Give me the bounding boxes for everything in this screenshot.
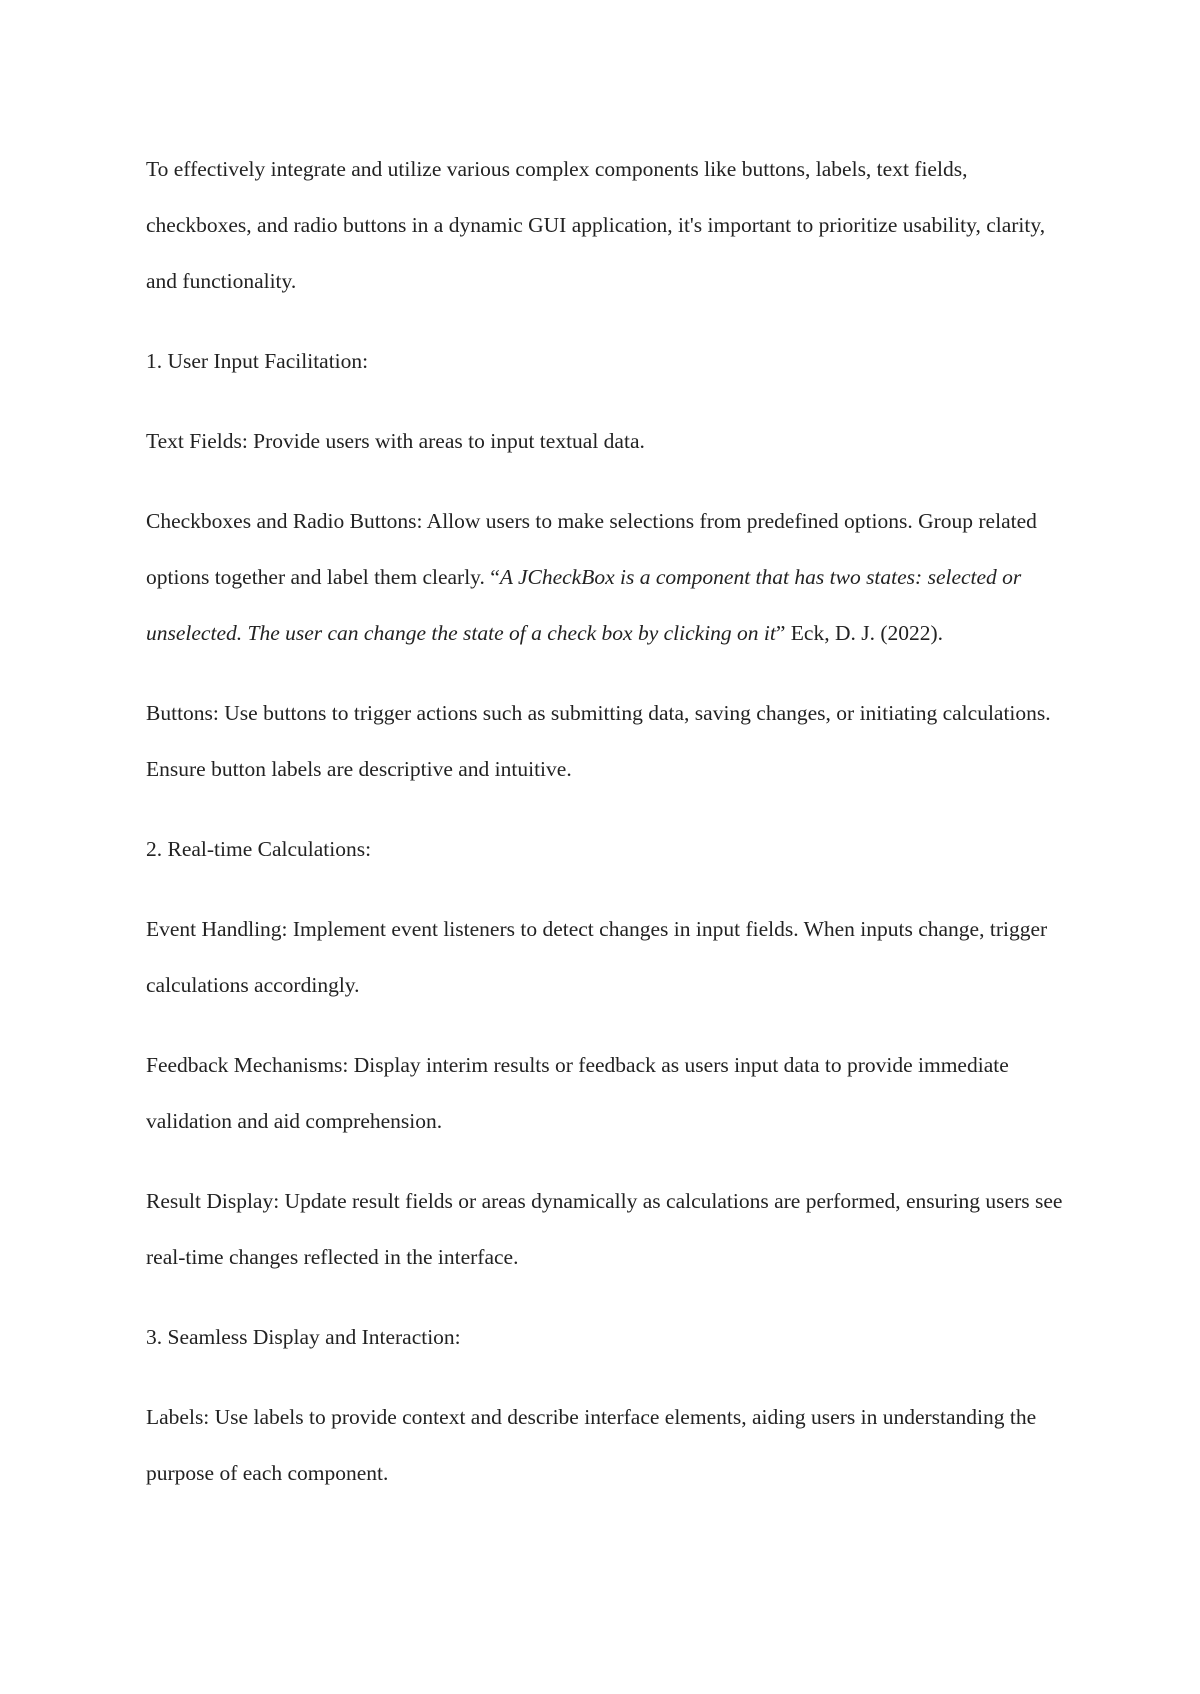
result-display-paragraph: Result Display: Update result fields or areas dynamically as calculations are performed, ensuring users see real-time changes reflected in the interface. — [146, 1189, 1063, 1269]
section-1-heading: 1. User Input Facilitation: — [146, 349, 369, 373]
section-2-heading: 2. Real-time Calculations: — [146, 837, 372, 861]
checkboxes-paragraph — [146, 493, 1066, 661]
text-fields-paragraph: Text Fields: Provide users with areas to input textual data. — [146, 429, 645, 453]
feedback-paragraph: Feedback Mechanisms: Display interim results or feedback as users input data to provide immediate validation and aid comprehension. — [146, 1053, 1009, 1133]
document-body — [146, 141, 1066, 1525]
intro-paragraph: To effectively integrate and utilize various complex components like buttons, labels, text fields, checkboxes, and radio buttons in a dynamic GUI application, it's important to prioritize usability, clarity, and functionality. — [146, 157, 1046, 293]
section-3-heading: 3. Seamless Display and Interaction: — [146, 1325, 461, 1349]
event-handling-paragraph: Event Handling: Implement event listeners to detect changes in input fields. When inputs change, trigger calculations accordingly. — [146, 917, 1048, 997]
buttons-paragraph: Buttons: Use buttons to trigger actions such as submitting data, saving changes, or initiating calculations. Ensure button labels are descriptive and intuitive. — [146, 701, 1051, 781]
checkboxes-paragraph-lead: Checkboxes and Radio Buttons: Allow users to make selections from predefined options. Group related options together and label them clearly. “ — [146, 509, 1037, 589]
labels-paragraph: Labels: Use labels to provide context and describe interface elements, aiding users in understanding the purpose of each component. — [146, 1405, 1037, 1485]
jcheckbox-quote: A JCheckBox is a component that has two states: selected or unselected. The user can change the state of a check box by clicking on it — [146, 565, 1022, 645]
citation: ” Eck, D. J. (2022). — [775, 621, 944, 645]
